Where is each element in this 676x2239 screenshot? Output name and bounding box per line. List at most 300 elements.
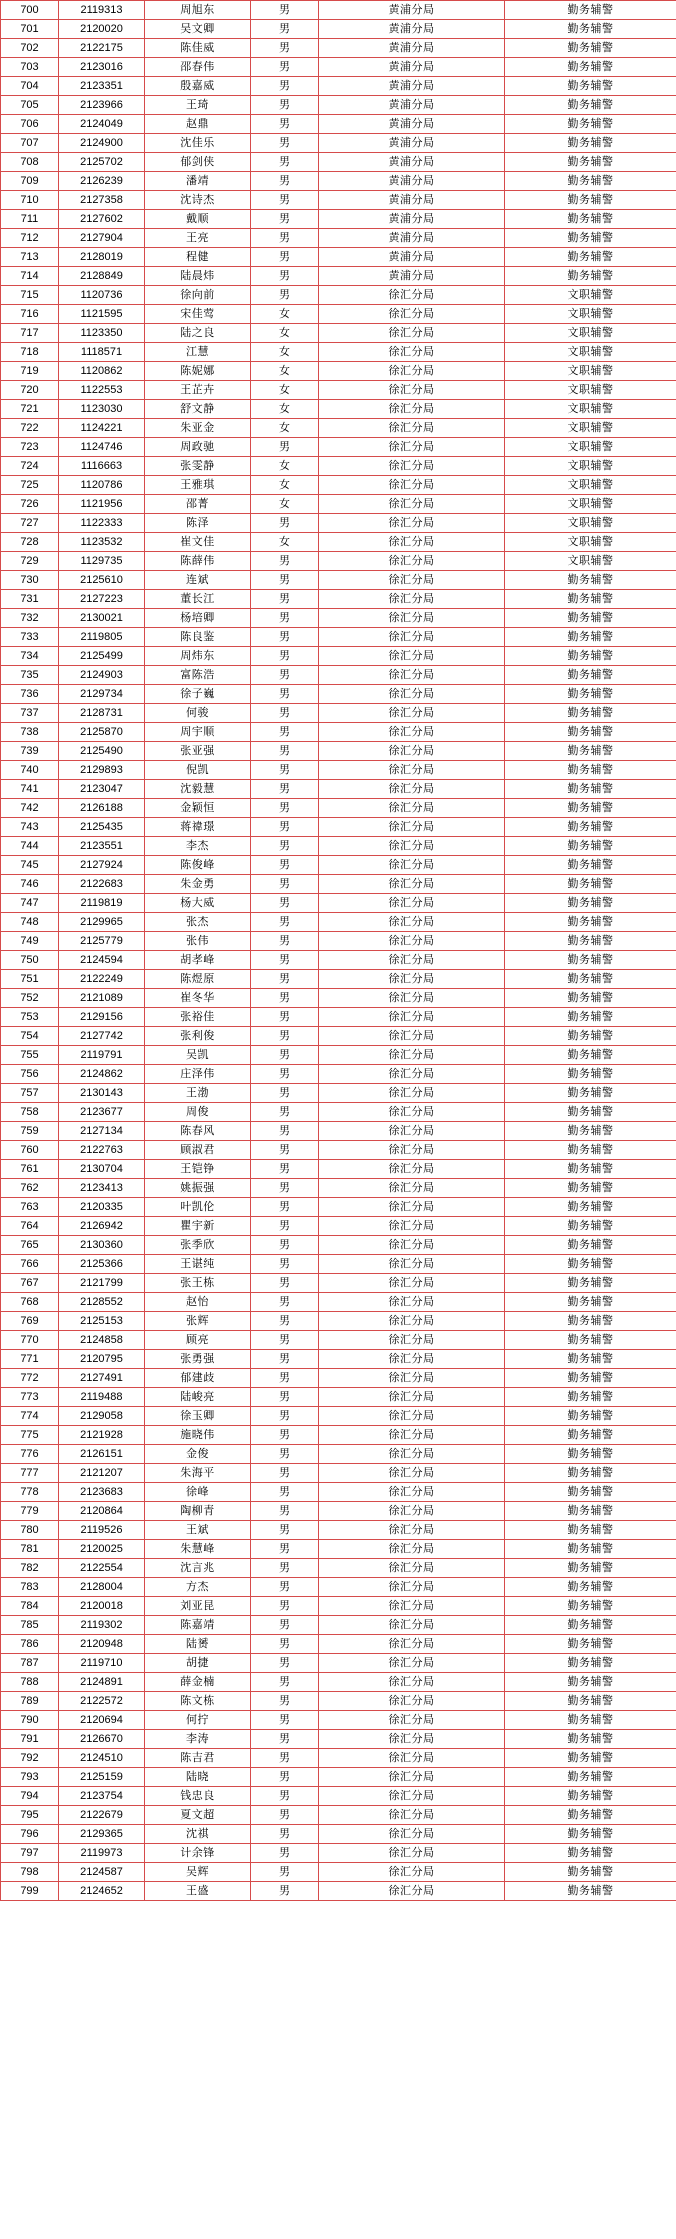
row-unit: 徐汇分局	[319, 685, 505, 704]
row-sequence: 796	[1, 1825, 59, 1844]
row-role: 文职辅警	[505, 400, 676, 419]
row-sequence: 785	[1, 1616, 59, 1635]
row-gender: 女	[251, 324, 319, 343]
row-role: 勤务辅警	[505, 1502, 676, 1521]
row-gender: 男	[251, 1388, 319, 1407]
row-gender: 男	[251, 1445, 319, 1464]
row-sequence: 728	[1, 533, 59, 552]
row-name: 宋佳莺	[145, 305, 251, 324]
row-role: 勤务辅警	[505, 837, 676, 856]
table-row	[1, 1236, 676, 1255]
table-row	[1, 153, 676, 172]
row-name: 王铠铮	[145, 1160, 251, 1179]
row-role: 文职辅警	[505, 552, 676, 571]
row-id: 2121928	[59, 1426, 145, 1445]
row-role: 勤务辅警	[505, 685, 676, 704]
row-id: 2125366	[59, 1255, 145, 1274]
row-role: 勤务辅警	[505, 666, 676, 685]
row-unit: 徐汇分局	[319, 837, 505, 856]
row-name: 金俊	[145, 1445, 251, 1464]
row-id: 2126239	[59, 172, 145, 191]
row-name: 张辉	[145, 1312, 251, 1331]
row-name: 吴文卿	[145, 20, 251, 39]
row-role: 勤务辅警	[505, 267, 676, 286]
row-unit: 徐汇分局	[319, 1806, 505, 1825]
row-name: 舒文静	[145, 400, 251, 419]
table-row	[1, 1578, 676, 1597]
row-name: 陈嘉靖	[145, 1616, 251, 1635]
row-role: 勤务辅警	[505, 191, 676, 210]
row-name: 倪凯	[145, 761, 251, 780]
row-gender: 男	[251, 1464, 319, 1483]
row-gender: 男	[251, 1122, 319, 1141]
row-name: 徐峰	[145, 1483, 251, 1502]
row-name: 沈祺	[145, 1825, 251, 1844]
row-unit: 徐汇分局	[319, 1730, 505, 1749]
table-row	[1, 400, 676, 419]
row-name: 李涛	[145, 1730, 251, 1749]
row-role: 勤务辅警	[505, 1711, 676, 1730]
row-sequence: 730	[1, 571, 59, 590]
table-row	[1, 970, 676, 989]
row-id: 2123683	[59, 1483, 145, 1502]
row-name: 陈良鉴	[145, 628, 251, 647]
table-row	[1, 723, 676, 742]
row-id: 2122554	[59, 1559, 145, 1578]
row-gender: 女	[251, 533, 319, 552]
row-id: 2122683	[59, 875, 145, 894]
row-name: 殷嘉威	[145, 77, 251, 96]
table-row	[1, 1654, 676, 1673]
row-gender: 男	[251, 799, 319, 818]
table-row	[1, 1521, 676, 1540]
row-role: 勤务辅警	[505, 609, 676, 628]
row-unit: 徐汇分局	[319, 609, 505, 628]
row-role: 勤务辅警	[505, 1445, 676, 1464]
row-role: 勤务辅警	[505, 761, 676, 780]
row-id: 2119313	[59, 1, 145, 20]
row-unit: 徐汇分局	[319, 875, 505, 894]
row-gender: 男	[251, 1179, 319, 1198]
row-unit: 徐汇分局	[319, 305, 505, 324]
row-name: 何骏	[145, 704, 251, 723]
row-unit: 黄浦分局	[319, 172, 505, 191]
row-unit: 黄浦分局	[319, 20, 505, 39]
row-name: 沈佳乐	[145, 134, 251, 153]
row-role: 文职辅警	[505, 457, 676, 476]
row-name: 刘亚昆	[145, 1597, 251, 1616]
row-role: 勤务辅警	[505, 39, 676, 58]
row-name: 王斌	[145, 1521, 251, 1540]
row-role: 勤务辅警	[505, 1331, 676, 1350]
row-sequence: 709	[1, 172, 59, 191]
row-gender: 男	[251, 1274, 319, 1293]
table-row	[1, 1616, 676, 1635]
row-name: 邵春伟	[145, 58, 251, 77]
row-unit: 徐汇分局	[319, 913, 505, 932]
row-id: 2127742	[59, 1027, 145, 1046]
row-id: 2128731	[59, 704, 145, 723]
row-gender: 男	[251, 1141, 319, 1160]
table-row	[1, 1445, 676, 1464]
row-id: 2124900	[59, 134, 145, 153]
row-sequence: 735	[1, 666, 59, 685]
row-sequence: 771	[1, 1350, 59, 1369]
row-sequence: 736	[1, 685, 59, 704]
row-sequence: 733	[1, 628, 59, 647]
row-gender: 男	[251, 1825, 319, 1844]
row-unit: 徐汇分局	[319, 932, 505, 951]
row-role: 勤务辅警	[505, 1160, 676, 1179]
row-name: 瞿宇新	[145, 1217, 251, 1236]
row-unit: 黄浦分局	[319, 210, 505, 229]
row-id: 2125499	[59, 647, 145, 666]
row-name: 吴凯	[145, 1046, 251, 1065]
row-unit: 徐汇分局	[319, 1787, 505, 1806]
row-id: 1120736	[59, 286, 145, 305]
row-gender: 男	[251, 590, 319, 609]
row-id: 2123551	[59, 837, 145, 856]
row-id: 1123350	[59, 324, 145, 343]
row-name: 陈妮娜	[145, 362, 251, 381]
row-id: 2129365	[59, 1825, 145, 1844]
row-role: 勤务辅警	[505, 1635, 676, 1654]
row-sequence: 754	[1, 1027, 59, 1046]
row-unit: 徐汇分局	[319, 343, 505, 362]
row-id: 1124221	[59, 419, 145, 438]
row-gender: 男	[251, 1293, 319, 1312]
table-row	[1, 248, 676, 267]
row-id: 2120694	[59, 1711, 145, 1730]
row-id: 1121595	[59, 305, 145, 324]
row-gender: 男	[251, 989, 319, 1008]
row-unit: 徐汇分局	[319, 1692, 505, 1711]
row-sequence: 778	[1, 1483, 59, 1502]
row-unit: 徐汇分局	[319, 1597, 505, 1616]
row-sequence: 774	[1, 1407, 59, 1426]
table-row	[1, 305, 676, 324]
row-name: 周旭东	[145, 1, 251, 20]
row-gender: 男	[251, 1578, 319, 1597]
row-sequence: 714	[1, 267, 59, 286]
row-name: 叶凯伦	[145, 1198, 251, 1217]
row-role: 勤务辅警	[505, 1065, 676, 1084]
row-sequence: 767	[1, 1274, 59, 1293]
row-role: 勤务辅警	[505, 1882, 676, 1901]
row-gender: 男	[251, 1597, 319, 1616]
row-name: 王渤	[145, 1084, 251, 1103]
row-role: 勤务辅警	[505, 1730, 676, 1749]
row-unit: 徐汇分局	[319, 1293, 505, 1312]
row-unit: 徐汇分局	[319, 286, 505, 305]
row-unit: 徐汇分局	[319, 400, 505, 419]
table-row	[1, 1255, 676, 1274]
row-name: 计余锋	[145, 1844, 251, 1863]
row-gender: 男	[251, 628, 319, 647]
row-sequence: 725	[1, 476, 59, 495]
row-gender: 男	[251, 1749, 319, 1768]
table-row	[1, 1388, 676, 1407]
row-sequence: 719	[1, 362, 59, 381]
table-row	[1, 894, 676, 913]
row-name: 郁剑侠	[145, 153, 251, 172]
row-unit: 徐汇分局	[319, 1255, 505, 1274]
row-name: 朱亚金	[145, 419, 251, 438]
row-role: 勤务辅警	[505, 115, 676, 134]
row-id: 2121089	[59, 989, 145, 1008]
row-unit: 徐汇分局	[319, 1198, 505, 1217]
row-role: 勤务辅警	[505, 1464, 676, 1483]
row-id: 2120020	[59, 20, 145, 39]
row-role: 勤务辅警	[505, 153, 676, 172]
row-id: 2123754	[59, 1787, 145, 1806]
row-name: 何拧	[145, 1711, 251, 1730]
row-gender: 男	[251, 1160, 319, 1179]
table-row	[1, 1863, 676, 1882]
table-row	[1, 647, 676, 666]
table-row	[1, 324, 676, 343]
table-row	[1, 495, 676, 514]
row-sequence: 723	[1, 438, 59, 457]
table-row	[1, 1084, 676, 1103]
row-gender: 男	[251, 571, 319, 590]
row-name: 王芷卉	[145, 381, 251, 400]
row-id: 2125435	[59, 818, 145, 837]
table-row	[1, 96, 676, 115]
row-id: 1120862	[59, 362, 145, 381]
row-unit: 徐汇分局	[319, 476, 505, 495]
row-name: 徐玉卿	[145, 1407, 251, 1426]
table-row	[1, 628, 676, 647]
row-unit: 徐汇分局	[319, 1217, 505, 1236]
row-sequence: 704	[1, 77, 59, 96]
row-role: 文职辅警	[505, 438, 676, 457]
table-row	[1, 875, 676, 894]
row-role: 勤务辅警	[505, 1369, 676, 1388]
row-sequence: 792	[1, 1749, 59, 1768]
row-sequence: 737	[1, 704, 59, 723]
row-unit: 徐汇分局	[319, 324, 505, 343]
row-name: 陶柳青	[145, 1502, 251, 1521]
row-sequence: 763	[1, 1198, 59, 1217]
table-row	[1, 1483, 676, 1502]
row-name: 崔文佳	[145, 533, 251, 552]
row-gender: 男	[251, 837, 319, 856]
row-role: 勤务辅警	[505, 172, 676, 191]
row-unit: 黄浦分局	[319, 96, 505, 115]
row-sequence: 782	[1, 1559, 59, 1578]
row-sequence: 739	[1, 742, 59, 761]
row-unit: 徐汇分局	[319, 514, 505, 533]
row-role: 文职辅警	[505, 305, 676, 324]
row-sequence: 773	[1, 1388, 59, 1407]
row-id: 1124746	[59, 438, 145, 457]
row-id: 2123966	[59, 96, 145, 115]
row-gender: 男	[251, 286, 319, 305]
row-sequence: 783	[1, 1578, 59, 1597]
table-row	[1, 685, 676, 704]
row-role: 勤务辅警	[505, 20, 676, 39]
row-sequence: 713	[1, 248, 59, 267]
row-sequence: 710	[1, 191, 59, 210]
row-gender: 男	[251, 20, 319, 39]
row-unit: 徐汇分局	[319, 457, 505, 476]
row-gender: 男	[251, 96, 319, 115]
row-name: 夏文超	[145, 1806, 251, 1825]
row-gender: 男	[251, 1084, 319, 1103]
row-sequence: 776	[1, 1445, 59, 1464]
row-unit: 徐汇分局	[319, 1673, 505, 1692]
row-name: 沈毅慧	[145, 780, 251, 799]
row-id: 2123047	[59, 780, 145, 799]
row-id: 2123016	[59, 58, 145, 77]
row-sequence: 758	[1, 1103, 59, 1122]
row-name: 徐向前	[145, 286, 251, 305]
row-unit: 徐汇分局	[319, 1407, 505, 1426]
row-id: 1118571	[59, 343, 145, 362]
table-row	[1, 191, 676, 210]
row-sequence: 751	[1, 970, 59, 989]
row-gender: 女	[251, 400, 319, 419]
row-unit: 徐汇分局	[319, 1711, 505, 1730]
row-role: 勤务辅警	[505, 704, 676, 723]
row-id: 2121799	[59, 1274, 145, 1293]
row-id: 2119488	[59, 1388, 145, 1407]
row-sequence: 761	[1, 1160, 59, 1179]
row-role: 勤务辅警	[505, 1388, 676, 1407]
row-sequence: 700	[1, 1, 59, 20]
row-sequence: 715	[1, 286, 59, 305]
row-gender: 男	[251, 1882, 319, 1901]
table-row	[1, 39, 676, 58]
row-id: 2119973	[59, 1844, 145, 1863]
row-gender: 男	[251, 1369, 319, 1388]
table-row	[1, 419, 676, 438]
row-unit: 黄浦分局	[319, 267, 505, 286]
row-id: 1121956	[59, 495, 145, 514]
row-unit: 徐汇分局	[319, 1768, 505, 1787]
row-sequence: 748	[1, 913, 59, 932]
row-unit: 徐汇分局	[319, 1388, 505, 1407]
row-role: 文职辅警	[505, 476, 676, 495]
row-unit: 黄浦分局	[319, 39, 505, 58]
row-gender: 男	[251, 1350, 319, 1369]
table-row	[1, 1692, 676, 1711]
row-name: 朱海平	[145, 1464, 251, 1483]
row-name: 王盛	[145, 1882, 251, 1901]
table-row	[1, 1635, 676, 1654]
row-unit: 徐汇分局	[319, 723, 505, 742]
table-row	[1, 1198, 676, 1217]
row-gender: 男	[251, 1008, 319, 1027]
row-gender: 男	[251, 875, 319, 894]
table-row	[1, 704, 676, 723]
row-sequence: 777	[1, 1464, 59, 1483]
row-gender: 男	[251, 1426, 319, 1445]
row-role: 勤务辅警	[505, 1217, 676, 1236]
row-id: 1122333	[59, 514, 145, 533]
row-role: 勤务辅警	[505, 1787, 676, 1806]
row-id: 2120948	[59, 1635, 145, 1654]
row-id: 2127924	[59, 856, 145, 875]
row-id: 2127491	[59, 1369, 145, 1388]
row-id: 2124903	[59, 666, 145, 685]
row-unit: 徐汇分局	[319, 362, 505, 381]
row-sequence: 720	[1, 381, 59, 400]
row-role: 勤务辅警	[505, 96, 676, 115]
row-role: 勤务辅警	[505, 1027, 676, 1046]
row-name: 张勇强	[145, 1350, 251, 1369]
row-id: 1122553	[59, 381, 145, 400]
table-row	[1, 1312, 676, 1331]
table-row	[1, 343, 676, 362]
row-role: 勤务辅警	[505, 875, 676, 894]
row-sequence: 779	[1, 1502, 59, 1521]
table-row	[1, 514, 676, 533]
row-role: 勤务辅警	[505, 1141, 676, 1160]
row-gender: 男	[251, 1521, 319, 1540]
row-unit: 黄浦分局	[319, 1, 505, 20]
row-gender: 男	[251, 913, 319, 932]
row-name: 陆晓	[145, 1768, 251, 1787]
table-row	[1, 1844, 676, 1863]
row-id: 2127358	[59, 191, 145, 210]
table-row	[1, 1749, 676, 1768]
row-id: 2125702	[59, 153, 145, 172]
row-role: 勤务辅警	[505, 1255, 676, 1274]
row-role: 勤务辅警	[505, 628, 676, 647]
row-unit: 徐汇分局	[319, 1331, 505, 1350]
row-name: 陈吉君	[145, 1749, 251, 1768]
row-unit: 徐汇分局	[319, 571, 505, 590]
row-unit: 徐汇分局	[319, 1863, 505, 1882]
row-sequence: 726	[1, 495, 59, 514]
row-name: 李杰	[145, 837, 251, 856]
row-role: 勤务辅警	[505, 1236, 676, 1255]
row-id: 2124862	[59, 1065, 145, 1084]
table-row	[1, 932, 676, 951]
row-id: 2122679	[59, 1806, 145, 1825]
table-row	[1, 1293, 676, 1312]
row-role: 勤务辅警	[505, 1654, 676, 1673]
row-id: 2129965	[59, 913, 145, 932]
row-role: 勤务辅警	[505, 1293, 676, 1312]
row-gender: 男	[251, 153, 319, 172]
row-unit: 徐汇分局	[319, 1008, 505, 1027]
row-name: 程健	[145, 248, 251, 267]
row-name: 张王栋	[145, 1274, 251, 1293]
row-sequence: 769	[1, 1312, 59, 1331]
row-role: 勤务辅警	[505, 1673, 676, 1692]
table-row	[1, 818, 676, 837]
row-sequence: 770	[1, 1331, 59, 1350]
row-gender: 男	[251, 1711, 319, 1730]
row-id: 1129735	[59, 552, 145, 571]
row-role: 文职辅警	[505, 324, 676, 343]
roster-body	[1, 1, 676, 1901]
row-role: 勤务辅警	[505, 894, 676, 913]
row-sequence: 744	[1, 837, 59, 856]
row-role: 勤务辅警	[505, 1616, 676, 1635]
table-row	[1, 1711, 676, 1730]
row-id: 2130704	[59, 1160, 145, 1179]
row-id: 2124587	[59, 1863, 145, 1882]
row-sequence: 701	[1, 20, 59, 39]
table-row	[1, 913, 676, 932]
row-id: 1116663	[59, 457, 145, 476]
row-unit: 徐汇分局	[319, 1426, 505, 1445]
row-sequence: 757	[1, 1084, 59, 1103]
